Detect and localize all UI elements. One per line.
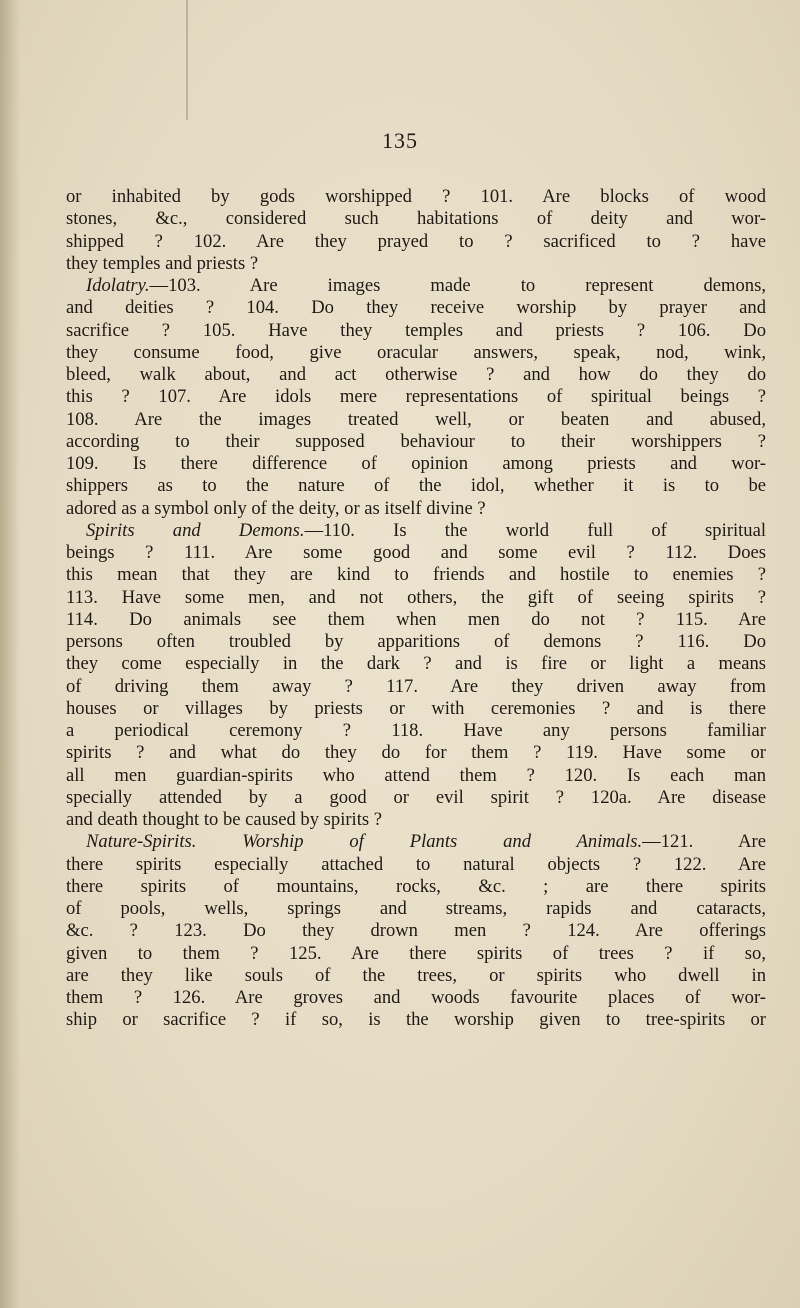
line-text: according to their supposed behaviour to their worshippers ?: [66, 430, 766, 452]
text-line: [66, 653, 766, 675]
line-text: 113. Have some men, and not others, the gift of seeing spirits ?: [66, 586, 766, 608]
text-line: [66, 275, 766, 297]
line-text: ship or sacrifice ? if so, is the worship given to tree-spirits or: [66, 1009, 766, 1031]
page-edge-shadow: [0, 0, 20, 1308]
section-heading: Idolatry.: [86, 275, 150, 296]
line-text: or inhabited by gods worshipped ? 101. Are blocks of wood: [66, 186, 766, 207]
text-line: [66, 364, 766, 386]
line-text: houses or villages by priests or with ceremonies ? and is there: [66, 697, 766, 719]
line-text: &c. ? 123. Do they drown men ? 124. Are offerings: [66, 920, 766, 942]
line-text: all men guardian-spirits who attend them ? 120. Is each man: [66, 764, 766, 786]
text-line: [66, 320, 766, 342]
text-line: [66, 498, 766, 520]
text-line: [66, 920, 766, 942]
line-text: spirits ? and what do they do for them ? 119. Have some or: [66, 742, 766, 764]
line-text: stones, &c., considered such habitations of deity and wor-: [66, 208, 766, 230]
line-text: of pools, wells, springs and streams, rapids and cataracts,: [66, 898, 766, 919]
text-line: [66, 742, 766, 764]
text-line: [66, 208, 766, 230]
line-text: beings ? 111. Are some good and some evil ? 112. Does: [66, 542, 766, 563]
page-number: 135: [382, 128, 418, 153]
text-line: [66, 431, 766, 453]
line-text: persons often troubled by apparitions of demons ? 116. Do: [66, 631, 766, 652]
text-line: [66, 253, 766, 275]
text-line: [66, 587, 766, 609]
line-text: 114. Do animals see them when men do not ? 115. Are: [66, 608, 766, 630]
binding-shadow-line: [186, 0, 188, 120]
text-line: [66, 542, 766, 564]
text-line: [66, 609, 766, 631]
text-line: [66, 698, 766, 720]
line-text: adored as a symbol only of the deity, or as itself divine ?: [66, 497, 486, 519]
text-line: [66, 898, 766, 920]
section-heading: Spirits and Demons.: [86, 519, 305, 541]
line-text: shipped ? 102. Are they prayed to ? sacrificed to ? have: [66, 230, 766, 252]
text-line: [66, 386, 766, 408]
line-text: and deities ? 104. Do they receive worship by prayer and: [66, 297, 766, 319]
text-line: [66, 809, 766, 831]
line-text: this mean that they are kind to friends and hostile to enemies ?: [66, 564, 766, 586]
line-text: they come especially in the dark ? and is fire or light a means: [66, 653, 766, 675]
text-line: [66, 231, 766, 253]
line-text: sacrifice ? 105. Have they temples and priests ? 106. Do: [66, 319, 766, 341]
line-text: they temples and priests ?: [66, 252, 259, 274]
line-text: they consume food, give oracular answers, speak, nod, wink,: [66, 341, 766, 363]
text-line: [66, 342, 766, 364]
text-line: [66, 987, 766, 1009]
text-line: [66, 475, 766, 497]
text-line: [66, 765, 766, 787]
line-text: and death thought to be caused by spirits ?: [66, 809, 383, 830]
text-line: [66, 186, 766, 208]
text-line: [66, 720, 766, 742]
line-text: there spirits especially attached to natural objects ? 122. Are: [66, 853, 766, 875]
line-text: —110. Is the world full of spiritual: [304, 519, 766, 541]
line-text: of driving them away ? 117. Are they driven away from: [66, 675, 766, 697]
line-text: there spirits of mountains, rocks, &c. ; are there spirits: [66, 875, 766, 897]
text-line: [66, 787, 766, 809]
line-text: shippers as to the nature of the idol, whether it is to be: [66, 475, 766, 497]
text-line: [66, 876, 766, 898]
line-text: 109. Is there difference of opinion among priests and wor-: [66, 453, 766, 474]
text-line: [66, 831, 766, 853]
text-line: [66, 943, 766, 965]
body-text: [66, 186, 766, 1032]
text-line: [66, 676, 766, 698]
text-line: [66, 297, 766, 319]
text-line: [66, 854, 766, 876]
line-text: 108. Are the images treated well, or beaten and abused,: [66, 408, 766, 430]
section-heading: Nature-Spirits. Worship of Plants and Animals.: [86, 831, 643, 853]
line-text: —121. Are: [642, 831, 766, 853]
text-line: [66, 520, 766, 542]
text-line: [66, 564, 766, 586]
text-line: [66, 631, 766, 653]
line-text: specially attended by a good or evil spirit ? 120a. Are disease: [66, 786, 766, 808]
text-line: [66, 965, 766, 987]
text-line: [66, 409, 766, 431]
text-line: [66, 453, 766, 475]
line-text: —103. Are images made to represent demons,: [149, 275, 766, 296]
line-text: this ? 107. Are idols mere representations of spiritual beings ?: [66, 386, 766, 408]
line-text: bleed, walk about, and act otherwise ? and how do they do: [66, 364, 766, 385]
text-line: [66, 1009, 766, 1031]
line-text: are they like souls of the trees, or spirits who dwell in: [66, 964, 766, 986]
line-text: a periodical ceremony ? 118. Have any persons familiar: [66, 720, 766, 741]
line-text: them ? 126. Are groves and woods favourite places of wor-: [66, 987, 766, 1008]
line-text: given to them ? 125. Are there spirits of trees ? if so,: [66, 942, 766, 964]
